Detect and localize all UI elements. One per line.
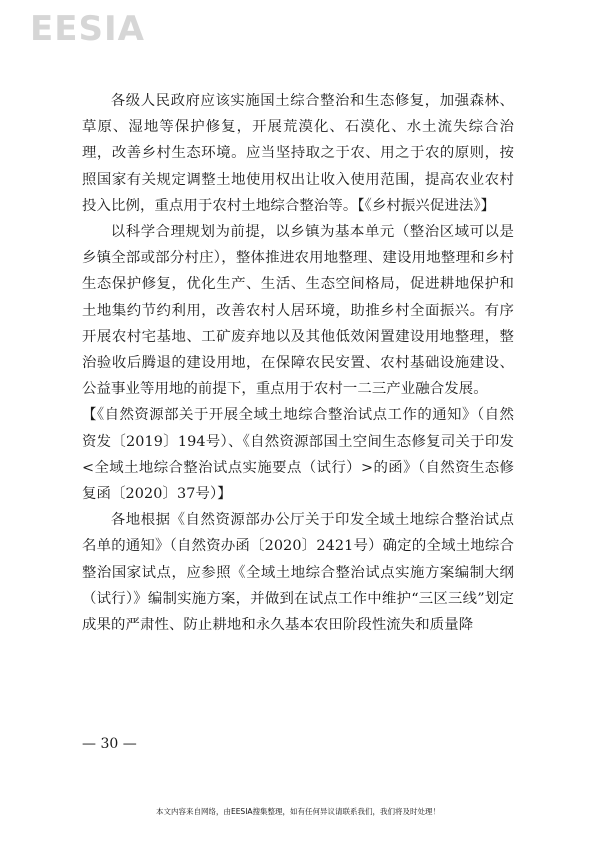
- eesia-logo: EESIA: [30, 9, 145, 49]
- document-body: [82, 88, 514, 638]
- paragraph-policy-citation: 【《自然资源部关于开展全域土地综合整治试点工作的通知》（自然资发〔2019〕194号）、《自然资源部国土空间生态修复司关于印发<全域土地综合整治试点实施要点（试行）>的函》（自然资生态修复函〔2020〕37号）】: [82, 407, 514, 503]
- footer-disclaimer: 本文内容来自网络，由EESIA搜集整理，如有任何异议请联系我们，我们将及时处理！: [155, 807, 441, 816]
- paragraph-rural-revitalization: 各级人民政府应该实施国土综合整治和生态修复，加强森林、草原、湿地等保护修复，开展荒漠化、石漠化、水土流失综合治理，改善乡村生态环境。应当坚持取之于农、用之于农的原则，按照国家有关规定调整土地使用权出让收入使用范围，提高农业农村投入比例，重点用于农村土地综合整治等。【《乡村振兴促进法》】: [82, 93, 514, 214]
- page-number: — 30 —: [82, 736, 137, 752]
- paragraph-pilot-implementation: 各地根据《自然资源部办公厅关于印发全域土地综合整治试点名单的通知》（自然资办函〔2020〕2421号）确定的全域土地综合整治国家试点，应参照《全域土地综合整治试点实施方案编制大纲（试行）》编制实施方案，并做到在试点工作中维护“三区三线”划定成果的严肃性、防止耕地和永久基本农田阶段性流失和质量降: [82, 512, 514, 634]
- paragraph-land-consolidation-principles: 以科学合理规划为前提，以乡镇为基本单元（整治区域可以是乡镇全部或部分村庄），整体推进农用地整理、建设用地整理和乡村生态保护修复，优化生产、生活、生态空间格局，促进耕地保护和土地集约节约利用，改善农村人居环境，助推乡村全面振兴。有序开展农村宅基地、工矿废弃地以及其他低效闲置建设用地整理，整治验收后腾退的建设用地，在保障农民安置、农村基础设施建设、公益事业等用地的前提下，重点用于农村一二三产业融合发展。: [82, 224, 514, 398]
